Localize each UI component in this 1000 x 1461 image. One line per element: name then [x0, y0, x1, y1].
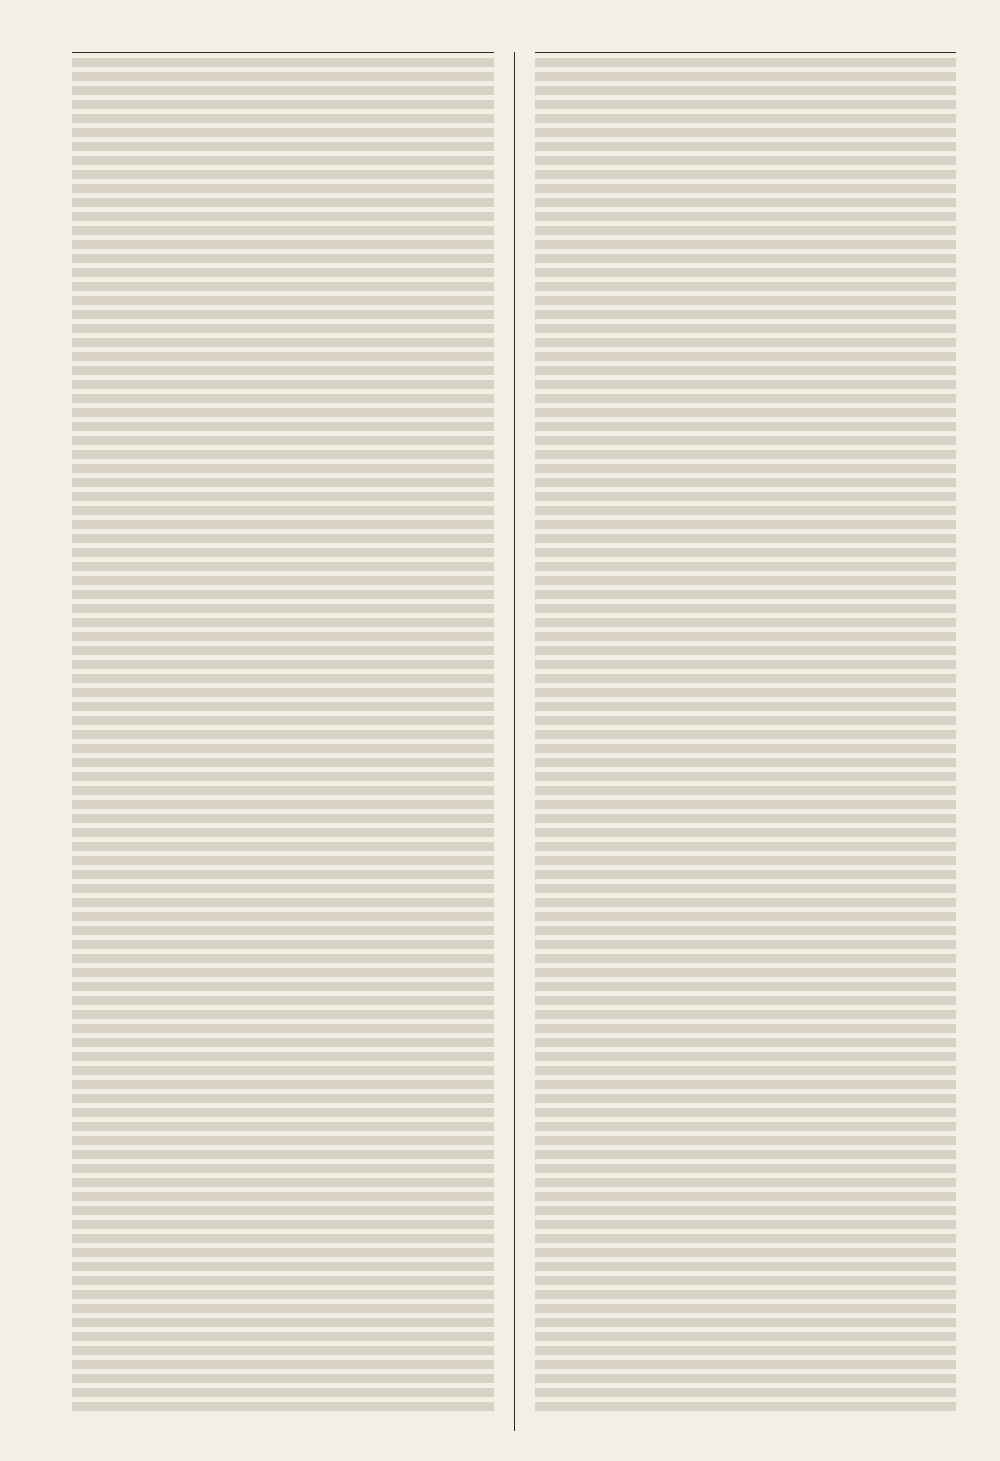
text-line-placeholder — [72, 506, 494, 515]
column-divider — [514, 52, 515, 1431]
text-line-placeholder — [535, 716, 957, 725]
text-line-placeholder — [72, 1248, 494, 1257]
text-line-placeholder — [535, 170, 957, 179]
text-line-placeholder — [535, 744, 957, 753]
text-line-placeholder — [535, 548, 957, 557]
text-line-placeholder — [72, 660, 494, 669]
text-line-placeholder — [535, 590, 957, 599]
text-line-placeholder — [72, 296, 494, 305]
text-line-placeholder — [72, 856, 494, 865]
text-line-placeholder — [535, 464, 957, 473]
text-line-placeholder — [535, 380, 957, 389]
text-line-placeholder — [535, 604, 957, 613]
text-line-placeholder — [535, 86, 957, 95]
text-line-placeholder — [535, 1164, 957, 1173]
text-line-placeholder — [535, 772, 957, 781]
text-line-placeholder — [72, 338, 494, 347]
text-line-placeholder — [72, 86, 494, 95]
text-line-placeholder — [535, 926, 957, 935]
text-line-placeholder — [535, 142, 957, 151]
text-line-placeholder — [535, 1388, 957, 1397]
text-line-placeholder — [72, 716, 494, 725]
text-line-placeholder — [72, 226, 494, 235]
text-line-placeholder — [535, 226, 957, 235]
text-line-placeholder — [72, 758, 494, 767]
text-line-placeholder — [72, 632, 494, 641]
text-line-placeholder — [72, 352, 494, 361]
text-line-placeholder — [535, 1234, 957, 1243]
text-line-placeholder — [72, 310, 494, 319]
text-line-placeholder — [535, 870, 957, 879]
text-line-placeholder — [535, 1248, 957, 1257]
text-line-placeholder — [72, 1024, 494, 1033]
text-line-placeholder — [535, 268, 957, 277]
text-line-placeholder — [535, 1122, 957, 1131]
text-line-placeholder — [535, 254, 957, 263]
text-line-placeholder — [535, 72, 957, 81]
text-line-placeholder — [72, 142, 494, 151]
text-line-placeholder — [535, 1346, 957, 1355]
text-line-placeholder — [72, 730, 494, 739]
text-line-placeholder — [72, 814, 494, 823]
text-line-placeholder — [72, 184, 494, 193]
text-line-placeholder — [72, 702, 494, 711]
text-line-placeholder — [535, 394, 957, 403]
text-line-placeholder — [535, 968, 957, 977]
text-line-placeholder — [535, 352, 957, 361]
text-line-placeholder — [535, 1136, 957, 1145]
text-line-placeholder — [72, 1010, 494, 1019]
text-line-placeholder — [535, 1360, 957, 1369]
text-line-placeholder — [72, 478, 494, 487]
text-line-placeholder — [72, 800, 494, 809]
text-line-placeholder — [535, 660, 957, 669]
text-line-placeholder — [535, 198, 957, 207]
text-line-placeholder — [72, 688, 494, 697]
text-line-placeholder — [535, 1220, 957, 1229]
text-line-placeholder — [72, 1220, 494, 1229]
text-line-placeholder — [535, 954, 957, 963]
text-line-placeholder — [535, 758, 957, 767]
text-line-placeholder — [72, 926, 494, 935]
text-line-placeholder — [535, 632, 957, 641]
text-line-placeholder — [535, 576, 957, 585]
text-line-placeholder — [72, 744, 494, 753]
text-line-placeholder — [535, 478, 957, 487]
text-line-placeholder — [535, 562, 957, 571]
right-column — [535, 52, 957, 1431]
text-line-placeholder — [72, 492, 494, 501]
text-line-placeholder — [535, 100, 957, 109]
text-line-placeholder — [72, 464, 494, 473]
text-line-placeholder — [535, 1402, 957, 1411]
text-line-placeholder — [72, 282, 494, 291]
text-line-placeholder — [72, 646, 494, 655]
text-line-placeholder — [72, 212, 494, 221]
text-line-placeholder — [535, 1178, 957, 1187]
text-line-placeholder — [72, 1304, 494, 1313]
columns — [72, 52, 956, 1431]
text-line-placeholder — [535, 520, 957, 529]
text-line-placeholder — [535, 310, 957, 319]
text-line-placeholder — [72, 618, 494, 627]
text-line-placeholder — [72, 394, 494, 403]
text-line-placeholder — [72, 1402, 494, 1411]
text-line-placeholder — [535, 506, 957, 515]
text-line-placeholder — [72, 548, 494, 557]
text-line-placeholder — [72, 1234, 494, 1243]
text-line-placeholder — [72, 1276, 494, 1285]
text-line-placeholder — [72, 954, 494, 963]
text-line-placeholder — [72, 1192, 494, 1201]
text-line-placeholder — [72, 884, 494, 893]
text-line-placeholder — [535, 898, 957, 907]
text-line-placeholder — [72, 170, 494, 179]
text-line-placeholder — [535, 800, 957, 809]
text-line-placeholder — [535, 1276, 957, 1285]
text-line-placeholder — [535, 58, 957, 67]
text-line-placeholder — [535, 1262, 957, 1271]
text-line-placeholder — [72, 828, 494, 837]
text-line-placeholder — [535, 240, 957, 249]
text-line-placeholder — [72, 366, 494, 375]
text-line-placeholder — [535, 786, 957, 795]
text-line-placeholder — [72, 772, 494, 781]
text-line-placeholder — [72, 1262, 494, 1271]
text-line-placeholder — [72, 1318, 494, 1327]
text-line-placeholder — [72, 408, 494, 417]
text-line-placeholder — [72, 1388, 494, 1397]
text-line-placeholder — [72, 1108, 494, 1117]
text-line-placeholder — [72, 72, 494, 81]
text-line-placeholder — [535, 324, 957, 333]
text-line-placeholder — [72, 786, 494, 795]
text-line-placeholder — [72, 1066, 494, 1075]
text-line-placeholder — [535, 1010, 957, 1019]
text-line-placeholder — [535, 982, 957, 991]
text-line-placeholder — [72, 576, 494, 585]
text-line-placeholder — [72, 1052, 494, 1061]
text-line-placeholder — [535, 1332, 957, 1341]
text-line-placeholder — [72, 898, 494, 907]
text-line-placeholder — [535, 828, 957, 837]
text-line-placeholder — [72, 982, 494, 991]
text-line-placeholder — [535, 184, 957, 193]
text-line-placeholder — [72, 1080, 494, 1089]
text-line-placeholder — [72, 268, 494, 277]
text-line-placeholder — [72, 520, 494, 529]
text-line-placeholder — [72, 674, 494, 683]
text-line-placeholder — [72, 534, 494, 543]
text-line-placeholder — [72, 240, 494, 249]
text-line-placeholder — [535, 912, 957, 921]
text-line-placeholder — [72, 1206, 494, 1215]
text-line-placeholder — [72, 912, 494, 921]
text-line-placeholder — [535, 730, 957, 739]
text-line-placeholder — [72, 1094, 494, 1103]
text-line-placeholder — [535, 1150, 957, 1159]
text-line-placeholder — [72, 1346, 494, 1355]
text-line-placeholder — [535, 492, 957, 501]
text-line-placeholder — [72, 590, 494, 599]
text-line-placeholder — [72, 100, 494, 109]
text-line-placeholder — [72, 996, 494, 1005]
text-line-placeholder — [535, 842, 957, 851]
text-line-placeholder — [535, 1038, 957, 1047]
text-line-placeholder — [535, 618, 957, 627]
text-line-placeholder — [535, 534, 957, 543]
text-line-placeholder — [535, 996, 957, 1005]
text-line-placeholder — [535, 1080, 957, 1089]
text-line-placeholder — [72, 842, 494, 851]
text-line-placeholder — [72, 450, 494, 459]
text-line-placeholder — [535, 338, 957, 347]
text-line-placeholder — [535, 366, 957, 375]
text-line-placeholder — [535, 282, 957, 291]
text-line-placeholder — [535, 814, 957, 823]
text-line-placeholder — [535, 212, 957, 221]
text-line-placeholder — [72, 1164, 494, 1173]
text-line-placeholder — [72, 968, 494, 977]
text-line-placeholder — [72, 128, 494, 137]
text-line-placeholder — [535, 1304, 957, 1313]
text-line-placeholder — [72, 156, 494, 165]
text-line-placeholder — [535, 296, 957, 305]
text-line-placeholder — [535, 156, 957, 165]
text-line-placeholder — [535, 688, 957, 697]
text-line-placeholder — [535, 1192, 957, 1201]
text-line-placeholder — [72, 1360, 494, 1369]
text-line-placeholder — [535, 128, 957, 137]
text-line-placeholder — [535, 646, 957, 655]
text-line-placeholder — [535, 422, 957, 431]
text-line-placeholder — [535, 1374, 957, 1383]
text-line-placeholder — [72, 1178, 494, 1187]
text-line-placeholder — [72, 1332, 494, 1341]
text-line-placeholder — [72, 254, 494, 263]
text-line-placeholder — [72, 1150, 494, 1159]
text-line-placeholder — [72, 1038, 494, 1047]
text-line-placeholder — [535, 1052, 957, 1061]
text-line-placeholder — [535, 1318, 957, 1327]
text-line-placeholder — [72, 1374, 494, 1383]
text-line-placeholder — [72, 1136, 494, 1145]
text-line-placeholder — [535, 702, 957, 711]
text-line-placeholder — [72, 198, 494, 207]
text-line-placeholder — [535, 450, 957, 459]
text-line-placeholder — [535, 1024, 957, 1033]
text-line-placeholder — [535, 884, 957, 893]
text-line-placeholder — [72, 604, 494, 613]
text-line-placeholder — [72, 58, 494, 67]
left-column — [72, 52, 494, 1431]
text-line-placeholder — [72, 380, 494, 389]
text-line-placeholder — [72, 1290, 494, 1299]
text-line-placeholder — [535, 114, 957, 123]
text-line-placeholder — [72, 324, 494, 333]
text-line-placeholder — [535, 1094, 957, 1103]
text-line-placeholder — [535, 1290, 957, 1299]
text-line-placeholder — [72, 422, 494, 431]
text-line-placeholder — [535, 940, 957, 949]
text-line-placeholder — [535, 1108, 957, 1117]
text-line-placeholder — [535, 674, 957, 683]
text-line-placeholder — [72, 1122, 494, 1131]
text-line-placeholder — [535, 408, 957, 417]
text-line-placeholder — [535, 856, 957, 865]
text-line-placeholder — [535, 436, 957, 445]
text-line-placeholder — [72, 114, 494, 123]
text-line-placeholder — [72, 436, 494, 445]
text-line-placeholder — [72, 940, 494, 949]
text-line-placeholder — [72, 562, 494, 571]
text-line-placeholder — [72, 870, 494, 879]
text-line-placeholder — [535, 1206, 957, 1215]
text-line-placeholder — [535, 1066, 957, 1075]
